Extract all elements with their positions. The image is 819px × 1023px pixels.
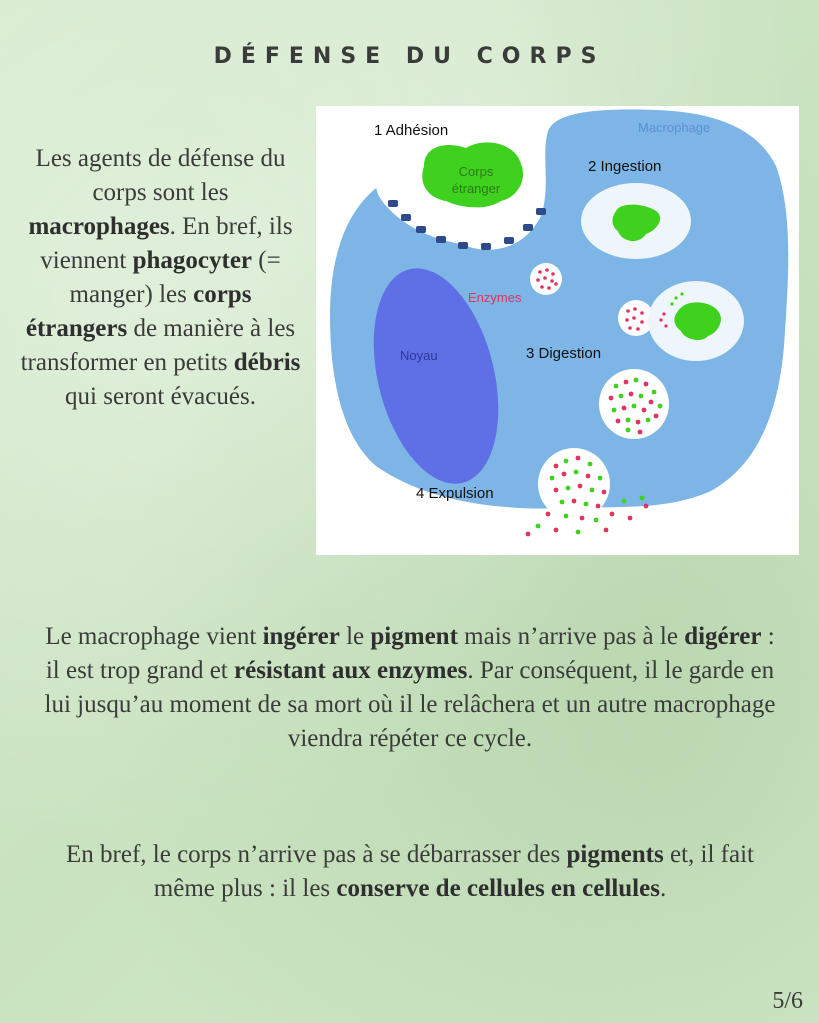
step2-label: 2 Ingestion [588,158,662,175]
nucleus-label: Noyau [400,348,438,363]
text-run: (= manger) les [69,247,281,308]
text-run: . En bref, ils viennent [40,213,293,274]
foreign-body-label-2: étranger [451,181,501,196]
bold-term: résistant aux enzymes [234,657,468,684]
paragraph-conclusion [40,838,780,906]
bold-term: pigment [370,623,458,650]
bold-term: ingérer [262,623,340,650]
text-run: Les agents de défense du corps sont les [35,145,286,206]
step4-label: 4 Expulsion [416,485,494,502]
text-run: de manière à les transformer en petits [20,315,296,376]
step3-label: 3 Digestion [526,345,602,362]
macrophage-label: Macrophage [638,120,711,135]
foreign-body-label-1: Corps [458,164,494,179]
bold-term: débris [233,349,301,376]
text-run: mais n’arrive pas à le [457,623,685,650]
page-number: 5/6 [772,988,803,1014]
bold-term: digérer [684,623,762,650]
macrophage-diagram-svg [316,106,799,555]
bold-term: conserve de cellules en cellules [336,875,660,902]
text-run: . Par conséquent, il le garde en lui jusqu’au moment de sa mort où il le relâchera et un autre macrophage viendra répéter ce cycle. [44,657,776,752]
expulsion-vesicle [538,448,610,520]
bold-term: pigments [566,841,664,868]
intro-text [18,142,303,414]
enzymes-label: Enzymes [468,290,522,305]
text-run: : il est trop grand et [45,623,775,684]
text-run: En bref, le corps n’arrive pas à se débarrasser des [66,841,567,868]
text-run: et, il fait même plus : il les [153,841,754,902]
text-run: . [659,875,667,902]
macrophage-diagram [316,106,799,555]
paragraph-pigment-ingestion [40,620,780,756]
step1-label: 1 Adhésion [374,122,449,139]
bold-term: macrophages [28,213,170,240]
bold-term: phagocyter [132,247,253,274]
page-title: DÉFENSE DU CORPS [213,44,606,69]
text-run: qui seront évacués. [65,383,256,410]
bold-term: corps étrangers [25,281,252,342]
text-run: le [339,623,371,650]
text-run: Le macrophage vient [45,623,263,650]
